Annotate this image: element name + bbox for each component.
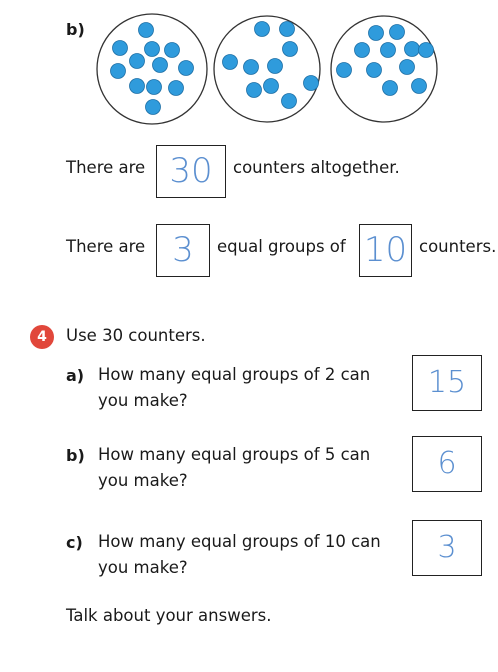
counter-dot (405, 42, 420, 57)
counter-dot (145, 42, 160, 57)
q4-part-b-answer-box[interactable] (412, 436, 482, 492)
q4-part-b-line2: you make? (98, 471, 188, 490)
q4-part-c-answer: 3 (437, 529, 457, 565)
sentence2-prefix: There are (66, 237, 146, 256)
q4-part-b-answer: 6 (437, 445, 457, 481)
q4-part-c-label: c) (66, 533, 83, 552)
counter-dot (255, 22, 270, 37)
counter-dot (383, 81, 398, 96)
q4-part-a-label: a) (66, 366, 85, 385)
counter-dot (412, 79, 427, 94)
total-counters-answer: 30 (169, 150, 213, 191)
counter-dot (139, 23, 154, 38)
q4-part-c-question (98, 529, 381, 581)
counter-dot (282, 94, 297, 109)
q4-part-c-line2: you make? (98, 558, 188, 577)
q4-part-a-answer: 15 (427, 364, 467, 400)
counter-dot (419, 43, 434, 58)
counter-dot (165, 43, 180, 58)
q4-part-b-label: b) (66, 446, 85, 465)
sentence2-middle: equal groups of (217, 237, 346, 256)
counter-dot (337, 63, 352, 78)
counter-dot (355, 43, 370, 58)
counter-dot (247, 83, 262, 98)
counter-dot (283, 42, 298, 57)
q4-part-a-line2: you make? (98, 391, 188, 410)
counter-dot (113, 41, 128, 56)
groups-answer: 3 (172, 229, 194, 270)
part-b-label: b) (66, 20, 85, 39)
counter-dot (153, 58, 168, 73)
counter-dot (179, 61, 194, 76)
q4-part-b-line1: How many equal groups of 5 can (98, 445, 371, 464)
counter-dot (390, 25, 405, 40)
counter-dot (111, 64, 126, 79)
q4-part-a-question (98, 362, 370, 414)
counter-dot (369, 26, 384, 41)
counter-dot (400, 60, 415, 75)
counter-dot (268, 59, 283, 74)
counter-dot (147, 80, 162, 95)
question4-closing: Talk about your answers. (66, 606, 272, 625)
per-group-answer: 10 (363, 229, 408, 270)
q4-part-b-question (98, 442, 370, 494)
q4-part-a-answer-box[interactable] (412, 355, 482, 411)
counter-dot (223, 55, 238, 70)
q4-part-c-line1: How many equal groups of 10 can (98, 532, 381, 551)
counter-dot (304, 76, 319, 91)
q4-part-c-answer-box[interactable] (412, 520, 482, 576)
counter-dot (244, 60, 259, 75)
counter-dot (130, 79, 145, 94)
per-group-answer-box[interactable] (359, 224, 412, 277)
sentence1-prefix: There are (66, 158, 146, 177)
groups-answer-box[interactable] (156, 224, 210, 277)
counter-dot (130, 54, 145, 69)
counter-groups-illustration (0, 0, 498, 130)
sentence2-suffix: counters. (419, 237, 497, 256)
counter-dot (367, 63, 382, 78)
counter-dot (169, 81, 184, 96)
total-counters-answer-box[interactable] (156, 145, 226, 198)
counter-dot (146, 100, 161, 115)
question-number-badge: 4 (30, 325, 54, 349)
sentence1-suffix: counters altogether. (233, 158, 400, 177)
counter-dot (280, 22, 295, 37)
q4-part-a-line1: How many equal groups of 2 can (98, 365, 371, 384)
question4-intro: Use 30 counters. (66, 326, 206, 345)
counter-dot (264, 79, 279, 94)
counter-dot (381, 43, 396, 58)
